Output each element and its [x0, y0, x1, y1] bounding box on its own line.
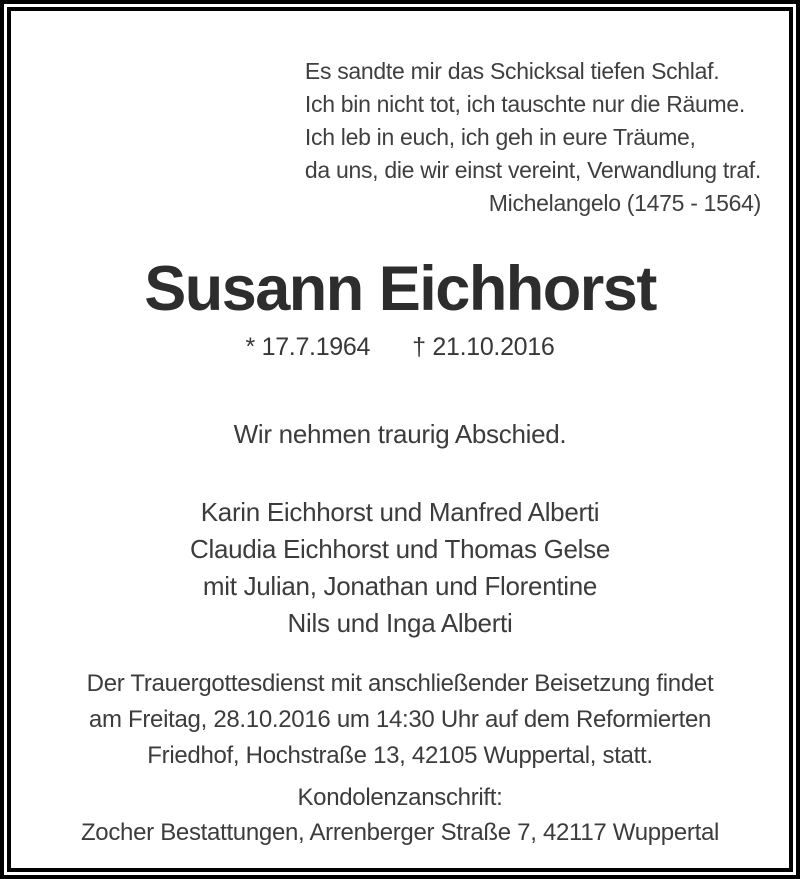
mourner-line: Claudia Eichhorst und Thomas Gelse — [190, 534, 610, 564]
mourners-list — [11, 494, 789, 642]
poem-line: Ich bin nicht tot, ich tauschte nur die Räume. — [304, 91, 745, 117]
service-info-line: Der Trauergottesdienst mit anschließender Beisetzung findet — [86, 670, 714, 697]
page-title-deceased-name: Susann Eichhorst — [144, 254, 656, 324]
poem-line: Ich leb in euch, ich geh in eure Träume, — [304, 124, 696, 150]
service-info — [11, 666, 789, 774]
mourner-line: Karin Eichhorst und Manfred Alberti — [200, 497, 600, 527]
mourner-line: mit Julian, Jonathan und Florentine — [202, 571, 598, 601]
poem-section — [305, 55, 761, 220]
service-info-line: am Freitag, 28.10.2016 um 14:30 Uhr auf dem Reformierten — [88, 706, 712, 733]
poem-line: Es sandte mir das Schicksal tiefen Schlaf. — [304, 58, 720, 84]
poem-attribution: Michelangelo (1475 - 1564) — [488, 190, 761, 216]
condolence-address: Zocher Bestattungen, Arrenberger Straße 7, 42117 Wuppertal — [80, 819, 720, 846]
birth-date: * 17.7.1964 — [245, 333, 371, 361]
mourner-line: Nils und Inga Alberti — [287, 608, 513, 638]
service-info-line: Friedhof, Hochstraße 13, 42105 Wuppertal, statt. — [147, 742, 653, 769]
poem-line: da uns, die wir einst vereint, Verwandlung traf. — [304, 157, 761, 183]
condolence-label: Kondolenzanschrift: — [297, 784, 503, 811]
condolence-section — [11, 780, 789, 850]
obituary-notice — [7, 7, 793, 872]
farewell-text: Wir nehmen traurig Abschied. — [233, 419, 567, 449]
death-date: † 21.10.2016 — [412, 333, 555, 361]
life-dates — [11, 332, 789, 362]
